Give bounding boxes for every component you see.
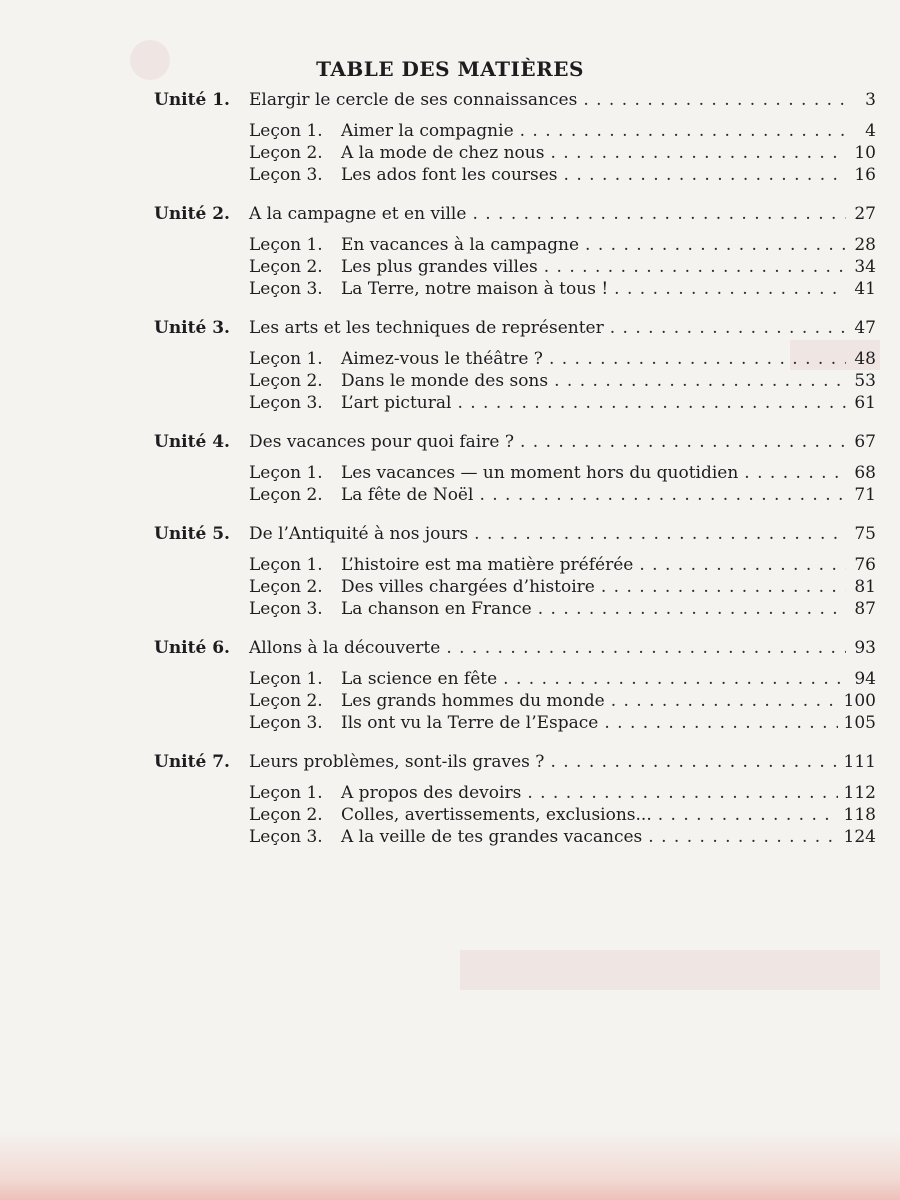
dot-leader — [550, 143, 846, 163]
toc-lesson-row — [154, 257, 876, 279]
toc-unit-row — [154, 752, 876, 774]
lesson-number: Leçon 1. — [249, 555, 323, 575]
unit-title: De l’Antiquité à nos jours — [249, 524, 469, 544]
lesson-title: Ils ont vu la Terre de l’Espace — [341, 713, 599, 733]
dot-leader — [610, 318, 846, 338]
toc-lesson-row — [154, 783, 876, 805]
lesson-number: Leçon 3. — [249, 599, 323, 619]
lesson-number: Leçon 3. — [249, 713, 323, 733]
dot-leader — [549, 349, 846, 369]
lesson-title: En vacances à la campagne — [341, 235, 580, 255]
toc-lesson-row — [154, 713, 876, 735]
toc-unit — [154, 638, 876, 735]
lesson-number: Leçon 2. — [249, 691, 323, 711]
dot-leader — [474, 524, 846, 544]
page-number: 100 — [843, 691, 876, 711]
lesson-title: La chanson en France — [341, 599, 532, 619]
toc-lesson-row — [154, 485, 876, 507]
page-number: 105 — [843, 713, 876, 733]
lesson-number: Leçon 1. — [249, 349, 323, 369]
unit-number: Unité 2. — [154, 204, 230, 224]
lesson-title: Aimez-vous le théâtre ? — [341, 349, 543, 369]
toc-lesson-row — [154, 805, 876, 827]
lesson-title: Les vacances — un moment hors du quotidien — [341, 463, 739, 483]
unit-title: Les arts et les techniques de représenter — [249, 318, 604, 338]
toc-lesson-row — [154, 393, 876, 415]
dot-leader — [479, 485, 846, 505]
page-number: 111 — [843, 752, 876, 772]
toc-lesson-row — [154, 279, 876, 301]
lesson-title: L’art pictural — [341, 393, 452, 413]
lesson-title: Les plus grandes villes — [341, 257, 538, 277]
toc-unit — [154, 432, 876, 507]
dot-leader — [527, 783, 837, 803]
page-number: 112 — [843, 783, 876, 803]
dot-leader — [648, 827, 837, 847]
dot-leader — [585, 235, 846, 255]
unit-title: Allons à la découverte — [249, 638, 441, 658]
page-number: 27 — [854, 204, 876, 224]
lesson-number: Leçon 3. — [249, 827, 323, 847]
lesson-title: Des villes chargées d’histoire — [341, 577, 595, 597]
page-number: 68 — [854, 463, 876, 483]
lesson-title: La fête de Noël — [341, 485, 474, 505]
toc-lesson-row — [154, 349, 876, 371]
toc-lesson-row — [154, 143, 876, 165]
unit-title: A la campagne et en ville — [249, 204, 467, 224]
toc-unit — [154, 204, 876, 301]
unit-number: Unité 5. — [154, 524, 230, 544]
page-number: 28 — [854, 235, 876, 255]
page-number: 87 — [854, 599, 876, 619]
dot-leader — [550, 752, 837, 772]
page-number: 76 — [854, 555, 876, 575]
page-number: 67 — [854, 432, 876, 452]
unit-number: Unité 1. — [154, 90, 230, 110]
dot-leader — [446, 638, 846, 658]
unit-number: Unité 7. — [154, 752, 230, 772]
toc-lesson-row — [154, 669, 876, 691]
page-number: 94 — [854, 669, 876, 689]
dot-leader — [604, 713, 837, 733]
unit-title: Elargir le cercle de ses connaissances — [249, 90, 578, 110]
toc-unit-row — [154, 204, 876, 226]
page-number: 34 — [854, 257, 876, 277]
table-of-contents — [154, 90, 876, 866]
page-number: 75 — [854, 524, 876, 544]
toc-unit — [154, 752, 876, 849]
dot-leader — [611, 691, 838, 711]
lesson-number: Leçon 3. — [249, 165, 323, 185]
unit-number: Unité 3. — [154, 318, 230, 338]
toc-lesson-row — [154, 463, 876, 485]
dot-leader — [583, 90, 846, 110]
toc-unit — [154, 90, 876, 187]
dot-leader — [614, 279, 846, 299]
unit-number: Unité 4. — [154, 432, 230, 452]
lesson-number: Leçon 2. — [249, 257, 323, 277]
dot-leader — [564, 165, 846, 185]
page-number: 3 — [865, 90, 876, 110]
lesson-number: Leçon 1. — [249, 669, 323, 689]
page-number: 16 — [854, 165, 876, 185]
lesson-number: Leçon 2. — [249, 143, 323, 163]
page-number: 124 — [843, 827, 876, 847]
dot-leader — [544, 257, 846, 277]
dot-leader — [457, 393, 846, 413]
dot-leader — [554, 371, 846, 391]
toc-lesson-row — [154, 827, 876, 849]
page-number: 71 — [854, 485, 876, 505]
lesson-title: Les grands hommes du monde — [341, 691, 605, 711]
lesson-title: Colles, avertissements, exclusions... — [341, 805, 652, 825]
page-number: 53 — [854, 371, 876, 391]
lesson-title: A la veille de tes grandes vacances — [341, 827, 643, 847]
dot-leader — [520, 432, 846, 452]
bleed-through-mark — [460, 950, 880, 990]
lesson-number: Leçon 1. — [249, 121, 323, 141]
lesson-number: Leçon 2. — [249, 485, 323, 505]
lesson-title: La science en fête — [341, 669, 498, 689]
lesson-title: La Terre, notre maison à tous ! — [341, 279, 609, 299]
lesson-title: L’histoire est ma matière préférée — [341, 555, 634, 575]
lesson-number: Leçon 1. — [249, 235, 323, 255]
dot-leader — [503, 669, 846, 689]
toc-unit-row — [154, 90, 876, 112]
unit-number: Unité 6. — [154, 638, 230, 658]
dot-leader — [601, 577, 846, 597]
toc-unit-row — [154, 524, 876, 546]
toc-lesson-row — [154, 235, 876, 257]
lesson-number: Leçon 2. — [249, 805, 323, 825]
dot-leader — [472, 204, 846, 224]
toc-lesson-row — [154, 577, 876, 599]
page-number: 47 — [854, 318, 876, 338]
lesson-number: Leçon 3. — [249, 279, 323, 299]
lesson-title: Aimer la compagnie — [341, 121, 514, 141]
page-number: 93 — [854, 638, 876, 658]
unit-title: Leurs problèmes, sont-ils graves ? — [249, 752, 545, 772]
toc-unit-row — [154, 318, 876, 340]
dot-leader — [744, 463, 846, 483]
lesson-title: Dans le monde des sons — [341, 371, 549, 391]
page-number: 41 — [854, 279, 876, 299]
toc-unit — [154, 318, 876, 415]
toc-lesson-row — [154, 555, 876, 577]
unit-title: Des vacances pour quoi faire ? — [249, 432, 514, 452]
lesson-number: Leçon 2. — [249, 577, 323, 597]
lesson-title: A propos des devoirs — [341, 783, 522, 803]
lesson-number: Leçon 1. — [249, 463, 323, 483]
lesson-title: Les ados font les courses — [341, 165, 558, 185]
toc-unit — [154, 524, 876, 621]
lesson-number: Leçon 3. — [249, 393, 323, 413]
lesson-title: A la mode de chez nous — [341, 143, 545, 163]
toc-lesson-row — [154, 165, 876, 187]
page-number: 61 — [854, 393, 876, 413]
page-title: TABLE DES MATIÈRES — [316, 57, 584, 82]
toc-lesson-row — [154, 599, 876, 621]
page-number: 4 — [865, 121, 876, 141]
toc-lesson-row — [154, 691, 876, 713]
page-number: 10 — [854, 143, 876, 163]
lesson-number: Leçon 2. — [249, 371, 323, 391]
dot-leader — [538, 599, 846, 619]
page-number: 81 — [854, 577, 876, 597]
toc-unit-row — [154, 638, 876, 660]
dot-leader — [658, 805, 838, 825]
page-number: 118 — [843, 805, 876, 825]
dot-leader — [520, 121, 846, 141]
page-bottom-border — [0, 1130, 900, 1200]
lesson-number: Leçon 1. — [249, 783, 323, 803]
dot-leader — [639, 555, 846, 575]
toc-lesson-row — [154, 121, 876, 143]
page-number: 48 — [854, 349, 876, 369]
toc-lesson-row — [154, 371, 876, 393]
toc-unit-row — [154, 432, 876, 454]
